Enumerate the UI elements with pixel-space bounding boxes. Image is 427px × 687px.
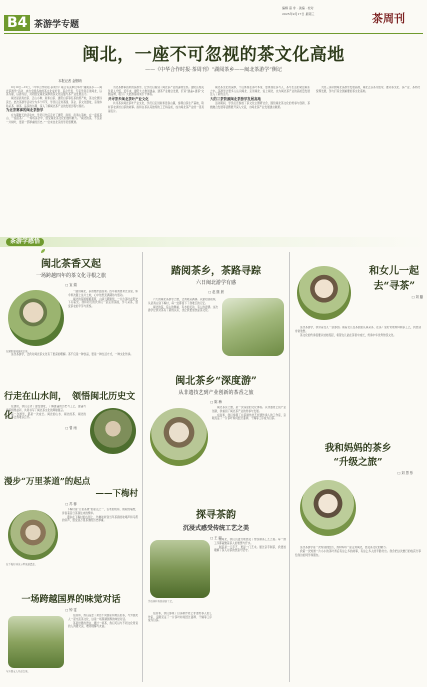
article-byline: □ 钟 雯	[65, 608, 77, 612]
main-paragraph: 9月10日—15日，《中华合作时报·茶周刊》联合有关单位举办“湖阅茶乡——闽北茶游学”活动，来自全国各地的茶文化爱好者、茶企代表、专家学者走进闽北，以茶为媒，以游为径，共同感受闽北深厚的茶文化底蕴与茶产业发展活力。	[6, 86, 102, 97]
article-paragraph: 这次茶游学，让我对闽北茶文化有了更深的理解。茶不仅是一种饮品，更是一种生活方式，一种文化传承。	[11, 353, 133, 357]
article-body	[295, 326, 421, 418]
banner-strip	[0, 237, 427, 247]
article-body	[148, 612, 212, 678]
article-body	[6, 350, 138, 384]
article-body	[6, 405, 86, 475]
article-9	[293, 440, 423, 475]
article-subtitle: 从非遗技艺到产业创新的茶香之旅	[178, 390, 254, 396]
article-paragraph: 下梅村是“万里茶道”的起点之一，古老的街巷、斑驳的墙壁，诉说着昔日茶商往来的繁华。	[62, 508, 138, 515]
article-title: 闽北茶乡“深度游”	[175, 376, 257, 387]
article-body	[68, 614, 138, 678]
column-divider	[289, 252, 290, 682]
article-paragraph: 六天的闽北茶游学之旅，让我收获满满。从建阳到政和，从武夷山到下梅村，每一处都留下了我难忘的记忆。	[148, 298, 218, 305]
main-paragraph: 共寻茶乡闽北茶叶产业文化，学员们走进政和县铁山镇，参观白茶生产基地，聆听茶农讲述白茶的故事。政和白茶以其独特的工艺和品质，成为闽北茶产业的一张亮丽名片。	[108, 102, 204, 113]
article-title: 去“寻茶”	[373, 281, 415, 292]
article-photo	[297, 266, 351, 320]
article-paragraph: 在建阳，我们走访了建窑遗址，了解建盏的历史与工艺，建盏与建茶相得益彰，共同书写了闽北茶文化的辉煌篇章。	[6, 405, 86, 412]
main-paragraph: 在为期数天的活动中，学员们先后走访了建阳、政和、武夷山等地，在一座座茶山、一座座茶厂、一场场茶会中，感受闽北茶文化的独特魅力。“闽北的茶，不仅是一片树叶，更是一部厚重的历史。”一位来自北京的学员感慨道。	[6, 113, 102, 124]
main-paragraph: 活动期间，学员们还参加了茶文化主题研讨会，围绕闽北茶文化的传承与创新、茶旅融合发展等话题展开深入交流，为闽北茶产业发展建言献策。	[210, 102, 310, 109]
editor-info: 编辑 高 非 · 美编 · 校对	[282, 6, 314, 10]
article-title: 闽北茶香又起	[41, 259, 101, 270]
article-paragraph: 闽北的茶，有山的厚重，有水的灵动，有人的温情。这次游学让我对茶有了新的认识，也让我更加热爱茶文化。	[148, 305, 218, 313]
banner-label: 茶游学感悟	[6, 238, 44, 246]
article-paragraph: 漫步在下梅村的古街上，仿佛能听到当年茶商的吆喝声和马帮的铃声，感受到万里茶道的历史厚重。	[62, 515, 138, 523]
column-divider	[142, 252, 143, 682]
main-subhead: 大的三茶资源闽北茶游学发展高地	[210, 96, 261, 101]
main-paragraph: 闽北是武夷岩茶、正山小种、政和白茶、建阳白茶等名茶的原产地，茶文化源远流长。此次茶游学活动分为多个环节，学员们走进茶园、茶企、茶文化遗址，亲身体验采茶、制茶、品茶的乐趣，深入了解闽北茶产业的发展历程与现状。	[6, 97, 102, 108]
article-paragraph: 茶是世界的语言，通过一杯茶，我们可以与不同文化背景的人沟通交流，增进理解与友谊。	[68, 621, 138, 629]
article-paragraph: 闽北茶乡之旅，是一次深度的文化体验。从非遗技艺到产业创新，我看到了闽北茶产业的传承与发展。	[212, 406, 286, 413]
article-3	[4, 475, 138, 506]
article-photo	[8, 616, 64, 668]
article-title: 一场跨越国界的味觉对话	[21, 595, 121, 605]
article-subtitle: ——下梅村	[95, 489, 138, 499]
article-photo	[8, 290, 64, 346]
article-title: 和女儿一起	[369, 266, 419, 277]
article-5	[146, 262, 286, 294]
article-paragraph: 制茶是一门手艺，更是一门艺术。通过亲手制茶，我更加理解了茶人对茶的热爱与坚守。	[214, 545, 286, 553]
brand-logo: 茶周刊	[372, 12, 405, 25]
leaf-icon	[40, 239, 46, 245]
main-title: 闽北，一座不可忽视的茶文化高地	[82, 45, 345, 65]
article-photo	[8, 510, 58, 560]
article-title: 踏阅茶乡，茶路寻踪	[171, 266, 261, 277]
article-photo	[150, 408, 208, 466]
article-photo	[222, 298, 284, 356]
main-subhead: 为北茶赛事的闽北茶游学	[6, 108, 44, 113]
article-paragraph: 在政和，我们参观了白茶制作技艺非遗传承人的工作室，亲眼见证了一片茶叶如何经过萎凋、干燥等工序成为白茶。	[212, 413, 286, 421]
main-body-col1	[6, 86, 102, 234]
article-byline: □ 曾 雨	[65, 426, 77, 430]
article-body	[212, 406, 286, 498]
header-rule	[4, 33, 423, 34]
article-7	[146, 372, 286, 404]
article-photo	[150, 540, 210, 598]
article-paragraph: 每一次游学，都是一次成长。闽北的山水、闽北的茶、闽北的人，都让我难以忘怀。	[6, 412, 86, 420]
photo-caption: 学员体验传统制茶工艺。	[148, 600, 175, 603]
article-subtitle: 一场跨越四年的茶文化寻根之旅	[35, 273, 106, 279]
article-photo	[300, 480, 356, 536]
article-byline: □ 苏 蓉	[65, 502, 77, 506]
photo-caption: 在建阳茶园体验采茶。	[6, 350, 30, 353]
article-title: 领悟闽北历史文化	[4, 392, 136, 421]
main-paragraph: 大的三茶资源闽北茶游学发展高地，闽北正以茶为纽带，推动茶文化、茶产业、茶科技统筹发展，努力打造全国重要的茶文化高地。	[316, 86, 420, 93]
edition-date: 2025年9月17日 星期三	[282, 12, 315, 16]
article-8	[146, 506, 286, 540]
page-code: B4	[4, 15, 30, 31]
article-body	[214, 538, 286, 678]
article-byline: □ 刘 思 彤	[397, 471, 413, 475]
article-body	[68, 290, 138, 356]
article-paragraph: 这次茶游学，我带着女儿一起参加。看着女儿在茶园里认真采茶、在茶厂里好奇地询问制茶工艺，我感到非常欣慰。	[295, 326, 421, 333]
main-paragraph: 闽北茶文化的深厚，不仅体现在茶叶本身，更体现在茶与人、茶与生活的紧密联系之中。茶游学让更多人认识闽北、走进闽北、爱上闽北，也为闽北茶产业的高质量发展注入了新的活力。	[210, 86, 310, 97]
article-paragraph: 茶文化的传承需要从娃娃抓起，希望女儿能在茶香中成长，传承中华优秀传统文化。	[300, 333, 396, 337]
article-body	[148, 298, 218, 370]
article-title: 我和妈妈的茶乡	[324, 443, 392, 454]
article-4	[4, 592, 138, 612]
article-subtitle: 沉浸式感受传统工艺之美	[182, 525, 249, 532]
article-title: 探寻茶韵	[196, 510, 236, 521]
main-byline: 本报记者 金钢哨	[58, 79, 82, 83]
article-byline: □ 赵 继 晨	[208, 290, 224, 294]
article-title: 漫步“万里茶道”的起点	[4, 477, 91, 487]
main-body-col3	[210, 86, 310, 234]
article-byline: □ 宣 娟	[65, 283, 77, 287]
article-byline: □ 刘 璐	[411, 295, 423, 299]
photo-caption: 在下梅村寻访万里茶道遗迹。	[6, 563, 38, 566]
article-paragraph: 这次茶游学是一次特别的经历，我和妈妈一起走进闽北，感受茶文化的魅力。	[300, 546, 389, 549]
main-body-col4	[316, 86, 420, 234]
article-paragraph: 闽北的茶园郁郁葱葱，山间云雾缭绕，一片片茶叶在阳光下闪着光。我和同行的伙伴们一起走进茶园，学习采茶，感受茶农的辛劳与喜悦。	[68, 297, 138, 308]
main-body-col2	[108, 86, 204, 234]
article-paragraph: 我第一次知道一片小小的茶叶背后有这么多的故事，有这么多人的辛勤付出。我会把这次旅行的收获分享给身边的同学和朋友。	[295, 550, 421, 557]
article-paragraph: 在闽北，我们沉浸式地感受了传统制茶工艺之美。每一道工序都凝聚着茶人的智慧与汗水。	[214, 538, 286, 545]
article-title: “升级之旅”	[333, 457, 383, 468]
article-subtitle: 六日闽北游学有感	[195, 280, 236, 286]
article-body	[62, 508, 138, 574]
main-subtitle: ——《中华合作时报·茶周刊》“湖阅茶乡——闽北茶游学”侧记	[145, 67, 282, 73]
photo-caption: 与外国友人共品白茶。	[6, 670, 30, 673]
page-header	[0, 0, 427, 30]
main-subhead: 共寻茶乡闽北茶叶产业文化	[108, 96, 149, 101]
article-byline: □ 王 丽	[210, 536, 222, 540]
article-paragraph: 一踏进闽北，茶香便扑面而来。四年前我曾来过这里，如今再次踏上这片土地，心中依然充满期待与感动。	[68, 290, 138, 297]
article-byline: □ 陈 梅	[210, 400, 222, 404]
article-1	[4, 255, 138, 287]
section-name: 茶游学专题	[34, 20, 80, 30]
article-paragraph: 在政和，我们品尝了来自不同国家和地区的茶，与外国友人一起交流茶文化，这是一场跨越国界的味觉对话。	[68, 614, 138, 621]
article-title: 行走在山水间，	[4, 392, 68, 402]
article-paragraph: 在政和，我们参观了白茶制作技艺非遗传承人的工作室，亲眼见证了一片茶叶如何经过萎凋、干燥等工序成为白茶。	[148, 612, 212, 623]
main-paragraph: 为北茶赛事而来的茶游学，让学员们看到了闽北茶产业的蓬勃生机。建阳区相关负责人介绍，近年来，建阳大力推进建盏、建茶产业融合发展，打造“建盏+建茶”文旅品牌，吸引了大批游客前来打卡体验。	[108, 86, 204, 97]
article-body	[295, 546, 421, 678]
article-photo	[90, 408, 136, 454]
